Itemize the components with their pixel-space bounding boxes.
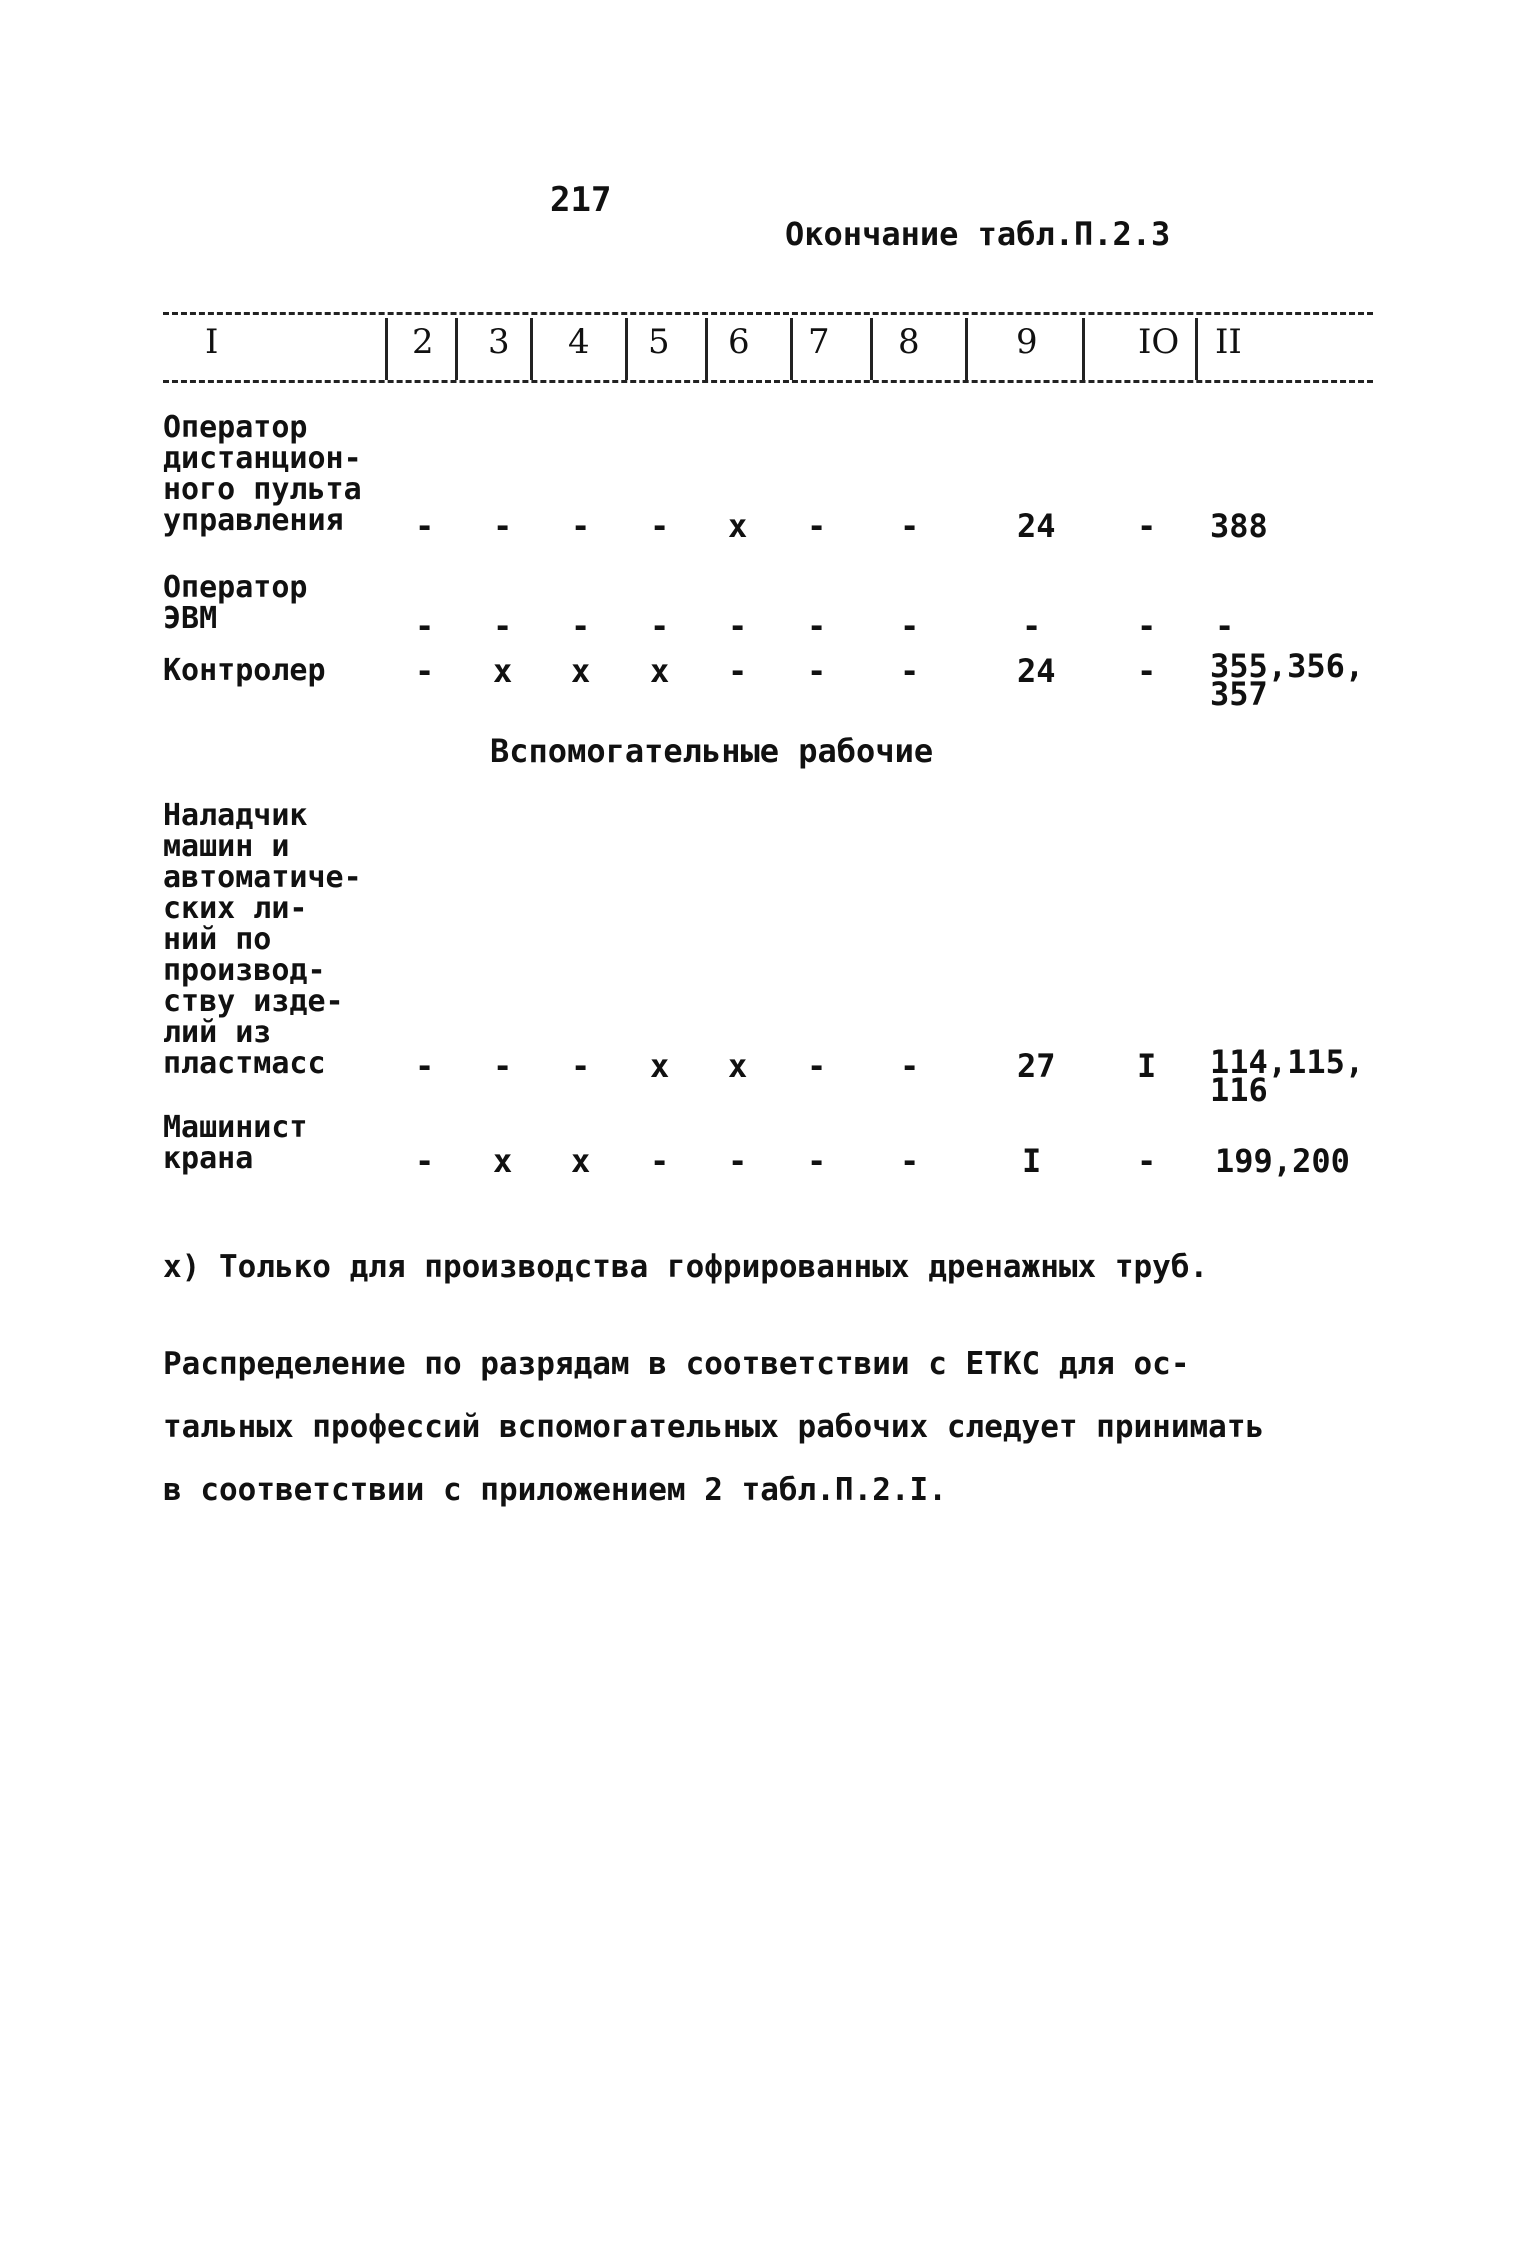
table-cell: - bbox=[493, 507, 513, 545]
column-header: 6 bbox=[728, 322, 750, 362]
column-separator bbox=[385, 318, 388, 380]
column-header: I bbox=[205, 322, 219, 362]
table-top-rule bbox=[163, 312, 1373, 315]
table-cell: - bbox=[650, 1142, 670, 1180]
column-separator bbox=[870, 318, 873, 380]
table-cell: - bbox=[1137, 652, 1157, 690]
column-separator bbox=[965, 318, 968, 380]
column-header: 4 bbox=[568, 322, 590, 362]
table-cell: - bbox=[900, 1142, 920, 1180]
table-cell: x bbox=[571, 1142, 591, 1180]
footnote: x) Только для производства гофрированных дренажных труб. bbox=[163, 1249, 1209, 1285]
column-separator bbox=[455, 318, 458, 380]
table-cell: 24 bbox=[1017, 507, 1056, 545]
column-header: 7 bbox=[808, 322, 830, 362]
table-cell: x bbox=[650, 1047, 670, 1085]
table-cell: x bbox=[493, 1142, 513, 1180]
table-cell: - bbox=[1137, 1142, 1157, 1180]
table-caption: Окончание табл.П.2.3 bbox=[785, 215, 1171, 253]
table-cell: x bbox=[728, 1047, 748, 1085]
column-separator bbox=[1195, 318, 1198, 380]
column-separator bbox=[705, 318, 708, 380]
body-paragraph: Распределение по разрядам в соответствии с ЕТКС для ос- тальных профессий вспомогательных рабочих следует принимать в соответствии с приложением 2 табл.П.2.I. bbox=[163, 1346, 1265, 1508]
table-cell: - bbox=[807, 652, 827, 690]
table-cell: 114,115, 116 bbox=[1210, 1043, 1365, 1109]
column-header: II bbox=[1215, 322, 1242, 362]
table-cell: - bbox=[571, 607, 591, 645]
row-name: Наладчик машин и автоматиче- ских ли- ний по производ- ству изде- лий из пластмасс bbox=[163, 798, 362, 1081]
column-header: 5 bbox=[648, 322, 670, 362]
table-cell: - bbox=[807, 507, 827, 545]
row-name: Оператор ЭВМ bbox=[163, 570, 308, 636]
table-cell: - bbox=[900, 507, 920, 545]
table-cell: 199,200 bbox=[1215, 1142, 1350, 1180]
table-cell: - bbox=[415, 607, 435, 645]
table-cell: - bbox=[900, 652, 920, 690]
row-name: Оператор дистанцион- ного пульта управления bbox=[163, 410, 362, 538]
table-cell: 388 bbox=[1210, 507, 1268, 545]
table-cell: x bbox=[571, 652, 591, 690]
row-name: Машинист крана bbox=[163, 1110, 308, 1176]
table-cell: x bbox=[728, 507, 748, 545]
table-cell: - bbox=[493, 607, 513, 645]
column-header: 2 bbox=[412, 322, 434, 362]
table-cell: - bbox=[728, 1142, 748, 1180]
table-cell: - bbox=[415, 1142, 435, 1180]
table-cell: - bbox=[1215, 607, 1235, 645]
table-cell: - bbox=[650, 607, 670, 645]
table-cell: - bbox=[415, 652, 435, 690]
table-cell: x bbox=[650, 652, 670, 690]
column-header: 9 bbox=[1016, 322, 1038, 362]
table-cell: - bbox=[415, 507, 435, 545]
table-cell: - bbox=[1022, 607, 1042, 645]
column-header: 8 bbox=[898, 322, 920, 362]
table-cell: 24 bbox=[1017, 652, 1056, 690]
table-cell: I bbox=[1137, 1047, 1157, 1085]
table-cell: x bbox=[493, 652, 513, 690]
table-cell: - bbox=[807, 607, 827, 645]
table-cell: - bbox=[807, 1142, 827, 1180]
table-cell: - bbox=[807, 1047, 827, 1085]
table-header-rule bbox=[163, 380, 1373, 383]
page-number: 217 bbox=[550, 180, 612, 220]
table-cell: - bbox=[571, 1047, 591, 1085]
table-cell: - bbox=[1137, 507, 1157, 545]
column-separator bbox=[1082, 318, 1085, 380]
table-cell: - bbox=[650, 507, 670, 545]
table-cell: I bbox=[1022, 1142, 1042, 1180]
column-separator bbox=[625, 318, 628, 380]
row-name: Контролер bbox=[163, 653, 326, 688]
table-cell: - bbox=[1137, 607, 1157, 645]
column-header: IO bbox=[1138, 322, 1180, 362]
table-cell: - bbox=[728, 652, 748, 690]
table-cell: 355,356, 357 bbox=[1210, 647, 1365, 713]
table-cell: - bbox=[900, 607, 920, 645]
column-header: 3 bbox=[488, 322, 510, 362]
table-cell: - bbox=[571, 507, 591, 545]
table-cell: - bbox=[728, 607, 748, 645]
column-separator bbox=[790, 318, 793, 380]
table-cell: - bbox=[493, 1047, 513, 1085]
section-title: Вспомогательные рабочие bbox=[490, 732, 934, 770]
table-cell: - bbox=[415, 1047, 435, 1085]
table-cell: - bbox=[900, 1047, 920, 1085]
column-separator bbox=[530, 318, 533, 380]
table-cell: 27 bbox=[1017, 1047, 1056, 1085]
